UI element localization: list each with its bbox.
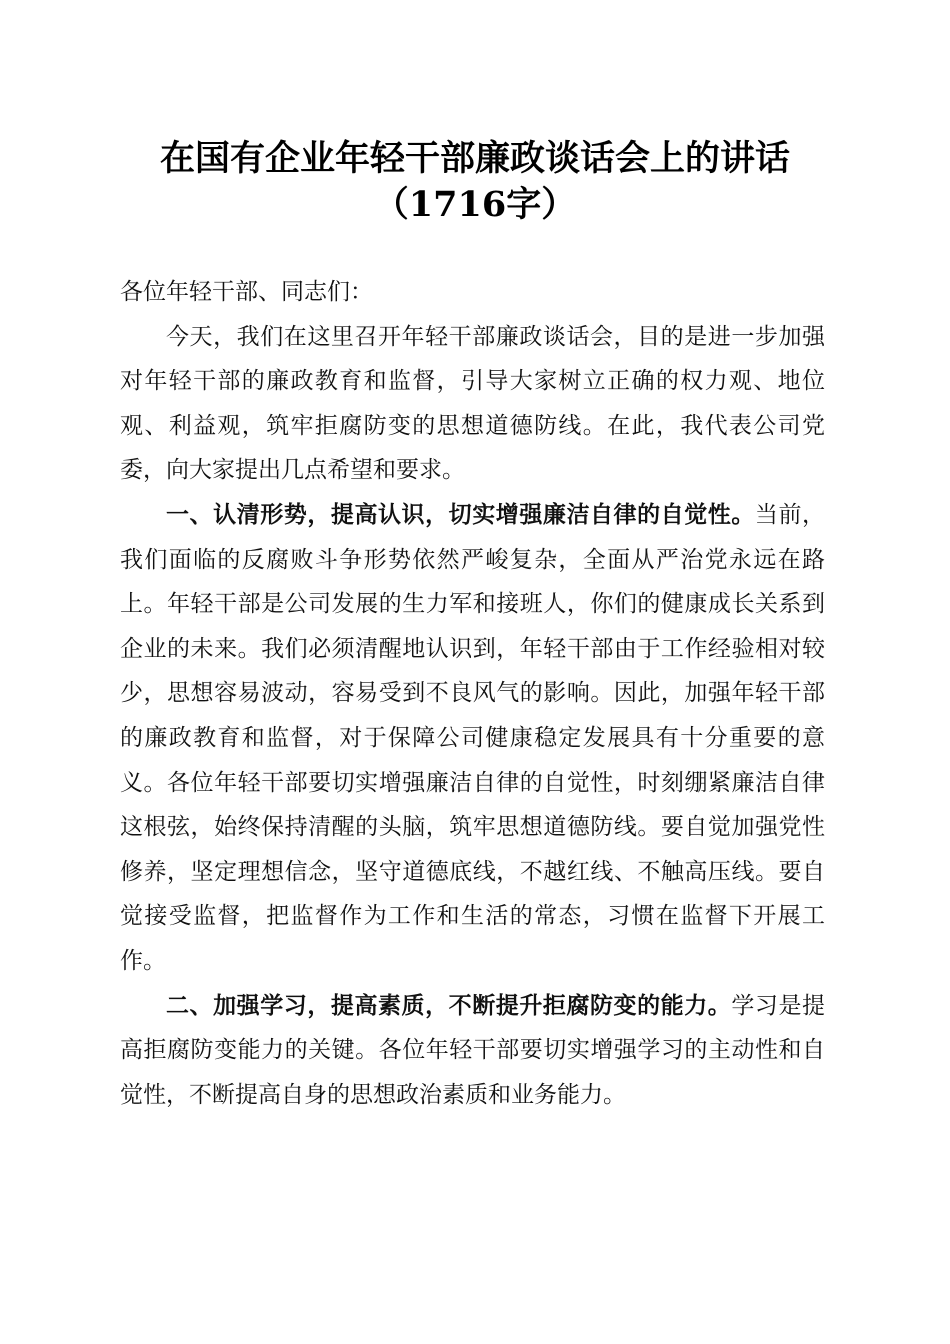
section-2-heading: 二、加强学习，提高素质，不断提升拒腐防变的能力。: [166, 992, 732, 1019]
section-2-paragraph: [120, 984, 825, 1118]
section-1-heading: 一、认清形势，提高认识，切实增强廉洁自律的自觉性。: [166, 501, 755, 528]
intro-paragraph: 今天，我们在这里召开年轻干部廉政谈话会，目的是进一步加强对年轻干部的廉政教育和监督，引导大家树立正确的权力观、地位观、利益观，筑牢拒腐防变的思想道德防线。在此，我代表公司党委，向大家提出几点希望和要求。: [120, 323, 825, 484]
section-1-body: 当前，我们面临的反腐败斗争形势依然严峻复杂，全面从严治党永远在路上。年轻干部是公司发展的生力军和接班人，你们的健康成长关系到企业的未来。我们必须清醒地认识到，年轻干部由于工作经验相对较少，思想容易波动，容易受到不良风气的影响。因此，加强年轻干部的廉政教育和监督，对于保障公司健康稳定发展具有十分重要的意义。各位年轻干部要切实增强廉洁自律的自觉性，时刻绷紧廉洁自律这根弦，始终保持清醒的头脑，筑牢思想道德防线。要自觉加强党性修养，坚定理想信念，坚守道德底线，不越红线、不触高压线。要自觉接受监督，把监督作为工作和生活的常态，习惯在监督下开展工作。: [120, 501, 826, 974]
section-2-body: 学习是提高拒腐防变能力的关键。各位年轻干部要切实增强学习的主动性和自觉性，不断提高自身的思想政治素质和业务能力。: [120, 992, 826, 1108]
section-1-paragraph: [120, 493, 825, 984]
title-line-word-count: （1716字）: [373, 184, 577, 225]
document-title: [0, 136, 950, 228]
document-body: [120, 270, 825, 1117]
salutation: 各位年轻干部、同志们：: [120, 279, 373, 305]
title-line-main: 在国有企业年轻干部廉政谈话会上的讲话: [159, 138, 790, 179]
